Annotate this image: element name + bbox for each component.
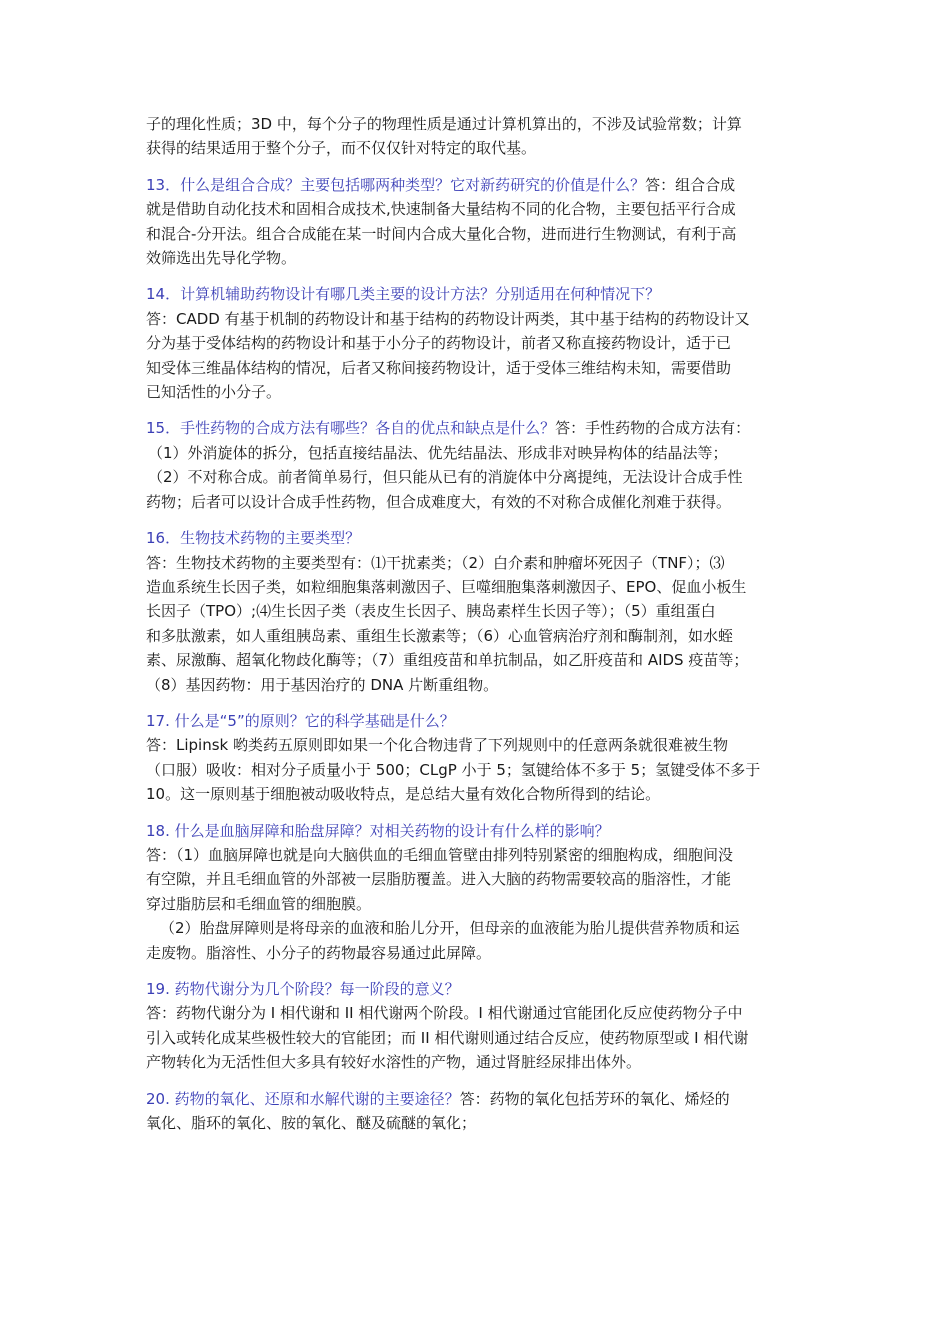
question-text: 20. 药物的氧化、还原和水解代谢的主要途径？	[146, 1089, 460, 1108]
text-line: 效筛选出先导化学物。	[146, 249, 297, 268]
text-line: 就是借助自动化技术和固相合成技术,快速制备大量结构不同的化合物，主要包括平行合成	[146, 200, 736, 219]
question-text: 15．手性药物的合成方法有哪些？各自的优点和缺点是什么？	[146, 419, 556, 438]
answer-start: 答：组合合成	[645, 175, 736, 194]
text-line: 答：生物技术药物的主要类型有：⑴干扰素类；（2）白介素和肿瘤坏死因子（TNF）；⑶	[146, 553, 725, 572]
question-17	[146, 709, 820, 807]
text-line: 氧化、脂环的氧化、胺的氧化、醚及硫醚的氧化；	[146, 1114, 477, 1133]
text-line: 子的理化性质；3D 中，每个分子的物理性质是通过计算机算出的，不涉及试验常数；计算	[146, 115, 742, 133]
text-line: 答：（1）血脑屏障也就是向大脑供血的毛细血管壁由排列特别紧密的细胞构成，细胞间没	[146, 845, 734, 864]
question-14	[146, 282, 820, 404]
question-13	[146, 173, 820, 271]
text-line: 答：药物代谢分为 I 相代谢和 II 相代谢两个阶段。I 相代谢通过官能团化反应使药物分子中	[146, 1004, 743, 1023]
text-line: 答：Lipinsk 哟类药五原则即如果一个化合物违背了下列规则中的任意两条就很难被生物	[146, 736, 728, 755]
question-text: 14．计算机辅助药物设计有哪几类主要的设计方法？分别适用在何种情况下？	[146, 285, 661, 304]
question-19	[146, 977, 820, 1075]
question-text: 16．生物技术药物的主要类型？	[146, 529, 361, 548]
question-text: 13．什么是组合合成？主要包括哪两种类型？它对新药研究的价值是什么？	[146, 175, 646, 194]
text-line: 知受体三维晶体结构的情况，后者又称间接药物设计，适于受体三维结构未知，需要借助	[146, 358, 732, 377]
text-line: 答：CADD 有基于机制的药物设计和基于结构的药物设计两类，其中基于结构的药物设计又	[146, 309, 750, 328]
answer-start: 答：手性药物的合成方法有：	[555, 419, 751, 438]
text-line: 素、尿激酶、超氧化物歧化酶等；（7）重组疫苗和单抗制品，如乙肝疫苗和 AIDS 疫苗等；	[146, 651, 749, 670]
text-line: 引入或转化成某些极性较大的官能团；而 II 相代谢则通过结合反应，使药物原型或 I 相代谢	[146, 1028, 749, 1047]
text-line: 药物；后者可以设计合成手性药物，但合成难度大，有效的不对称合成催化剂难于获得。	[146, 492, 732, 511]
question-text: 19. 药物代谢分为几个阶段？每一阶段的意义？	[146, 980, 460, 998]
text-line: （2）胎盘屏障则是将母亲的血液和胎儿分开，但母亲的血液能为胎儿提供营养物质和运	[160, 919, 740, 938]
text-line: 长因子（TPO）;⑷生长因子类（表皮生长因子、胰岛素样生长因子等）；（5）重组蛋白	[146, 602, 716, 621]
question-text: 18. 什么是血脑屏障和胎盘屏障？对相关药物的设计有什么样的影响？	[146, 821, 610, 840]
text-line: 分为基于受体结构的药物设计和基于小分子的药物设计，前者又称直接药物设计，适于已	[146, 334, 732, 353]
text-line: 走废物。脂溶性、小分子的药物最容易通过此屏障。	[146, 943, 492, 962]
text-line: 已知活性的小分子。	[146, 383, 282, 402]
question-text: 17. 什么是“5”的原则？它的科学基础是什么？	[146, 711, 455, 730]
answer-start: 答：药物的氧化包括芳环的氧化、烯烃的	[459, 1089, 730, 1108]
text-line: （2）不对称合成。前者简单易行，但只能从已有的消旋体中分离提纯，无法设计合成手性	[148, 468, 743, 487]
text-line: 造血系统生长因子类，如粒细胞集落刺激因子、巨噬细胞集落刺激因子、EPO、促血小板生	[146, 577, 747, 596]
text-line: （口服）吸收：相对分子质量小于 500；CLgP 小于 5；氢键给体不多于 5；氢键受体不多于	[146, 760, 761, 779]
text-line: 和混合-分开法。组合合成能在某一时间内合成大量化合物，进而进行生物测试，有利于高	[146, 224, 737, 243]
question-18	[146, 819, 820, 965]
text-line: 穿过脂肪层和毛细血管的细胞膜。	[146, 894, 372, 913]
question-20	[146, 1087, 820, 1136]
text-line: 10。这一原则基于细胞被动吸收特点，是总结大量有效化合物所得到的结论。	[146, 785, 661, 804]
text-line: 产物转化为无活性但大多具有较好水溶性的产物，通过肾脏经尿排出体外。	[146, 1053, 642, 1072]
text-line: （1）外消旋体的拆分，包括直接结晶法、优先结晶法、形成非对映异构体的结晶法等；	[148, 443, 728, 462]
question-16	[146, 526, 820, 697]
intro-paragraph	[146, 112, 820, 161]
text-line: 和多肽激素，如人重组胰岛素、重组生长激素等；（6）心血管病治疗剂和酶制剂，如水蛭	[146, 626, 734, 645]
text-line: 有空隙，并且毛细血管的外部被一层脂肪覆盖。进入大脑的药物需要较高的脂溶性，才能	[146, 870, 732, 889]
question-15	[146, 416, 820, 514]
text-line: （8）基因药物：用于基因治疗的 DNA 片断重组物。	[146, 675, 499, 694]
text-line: 获得的结果适用于整个分子，而不仅仅针对特定的取代基。	[146, 139, 537, 158]
